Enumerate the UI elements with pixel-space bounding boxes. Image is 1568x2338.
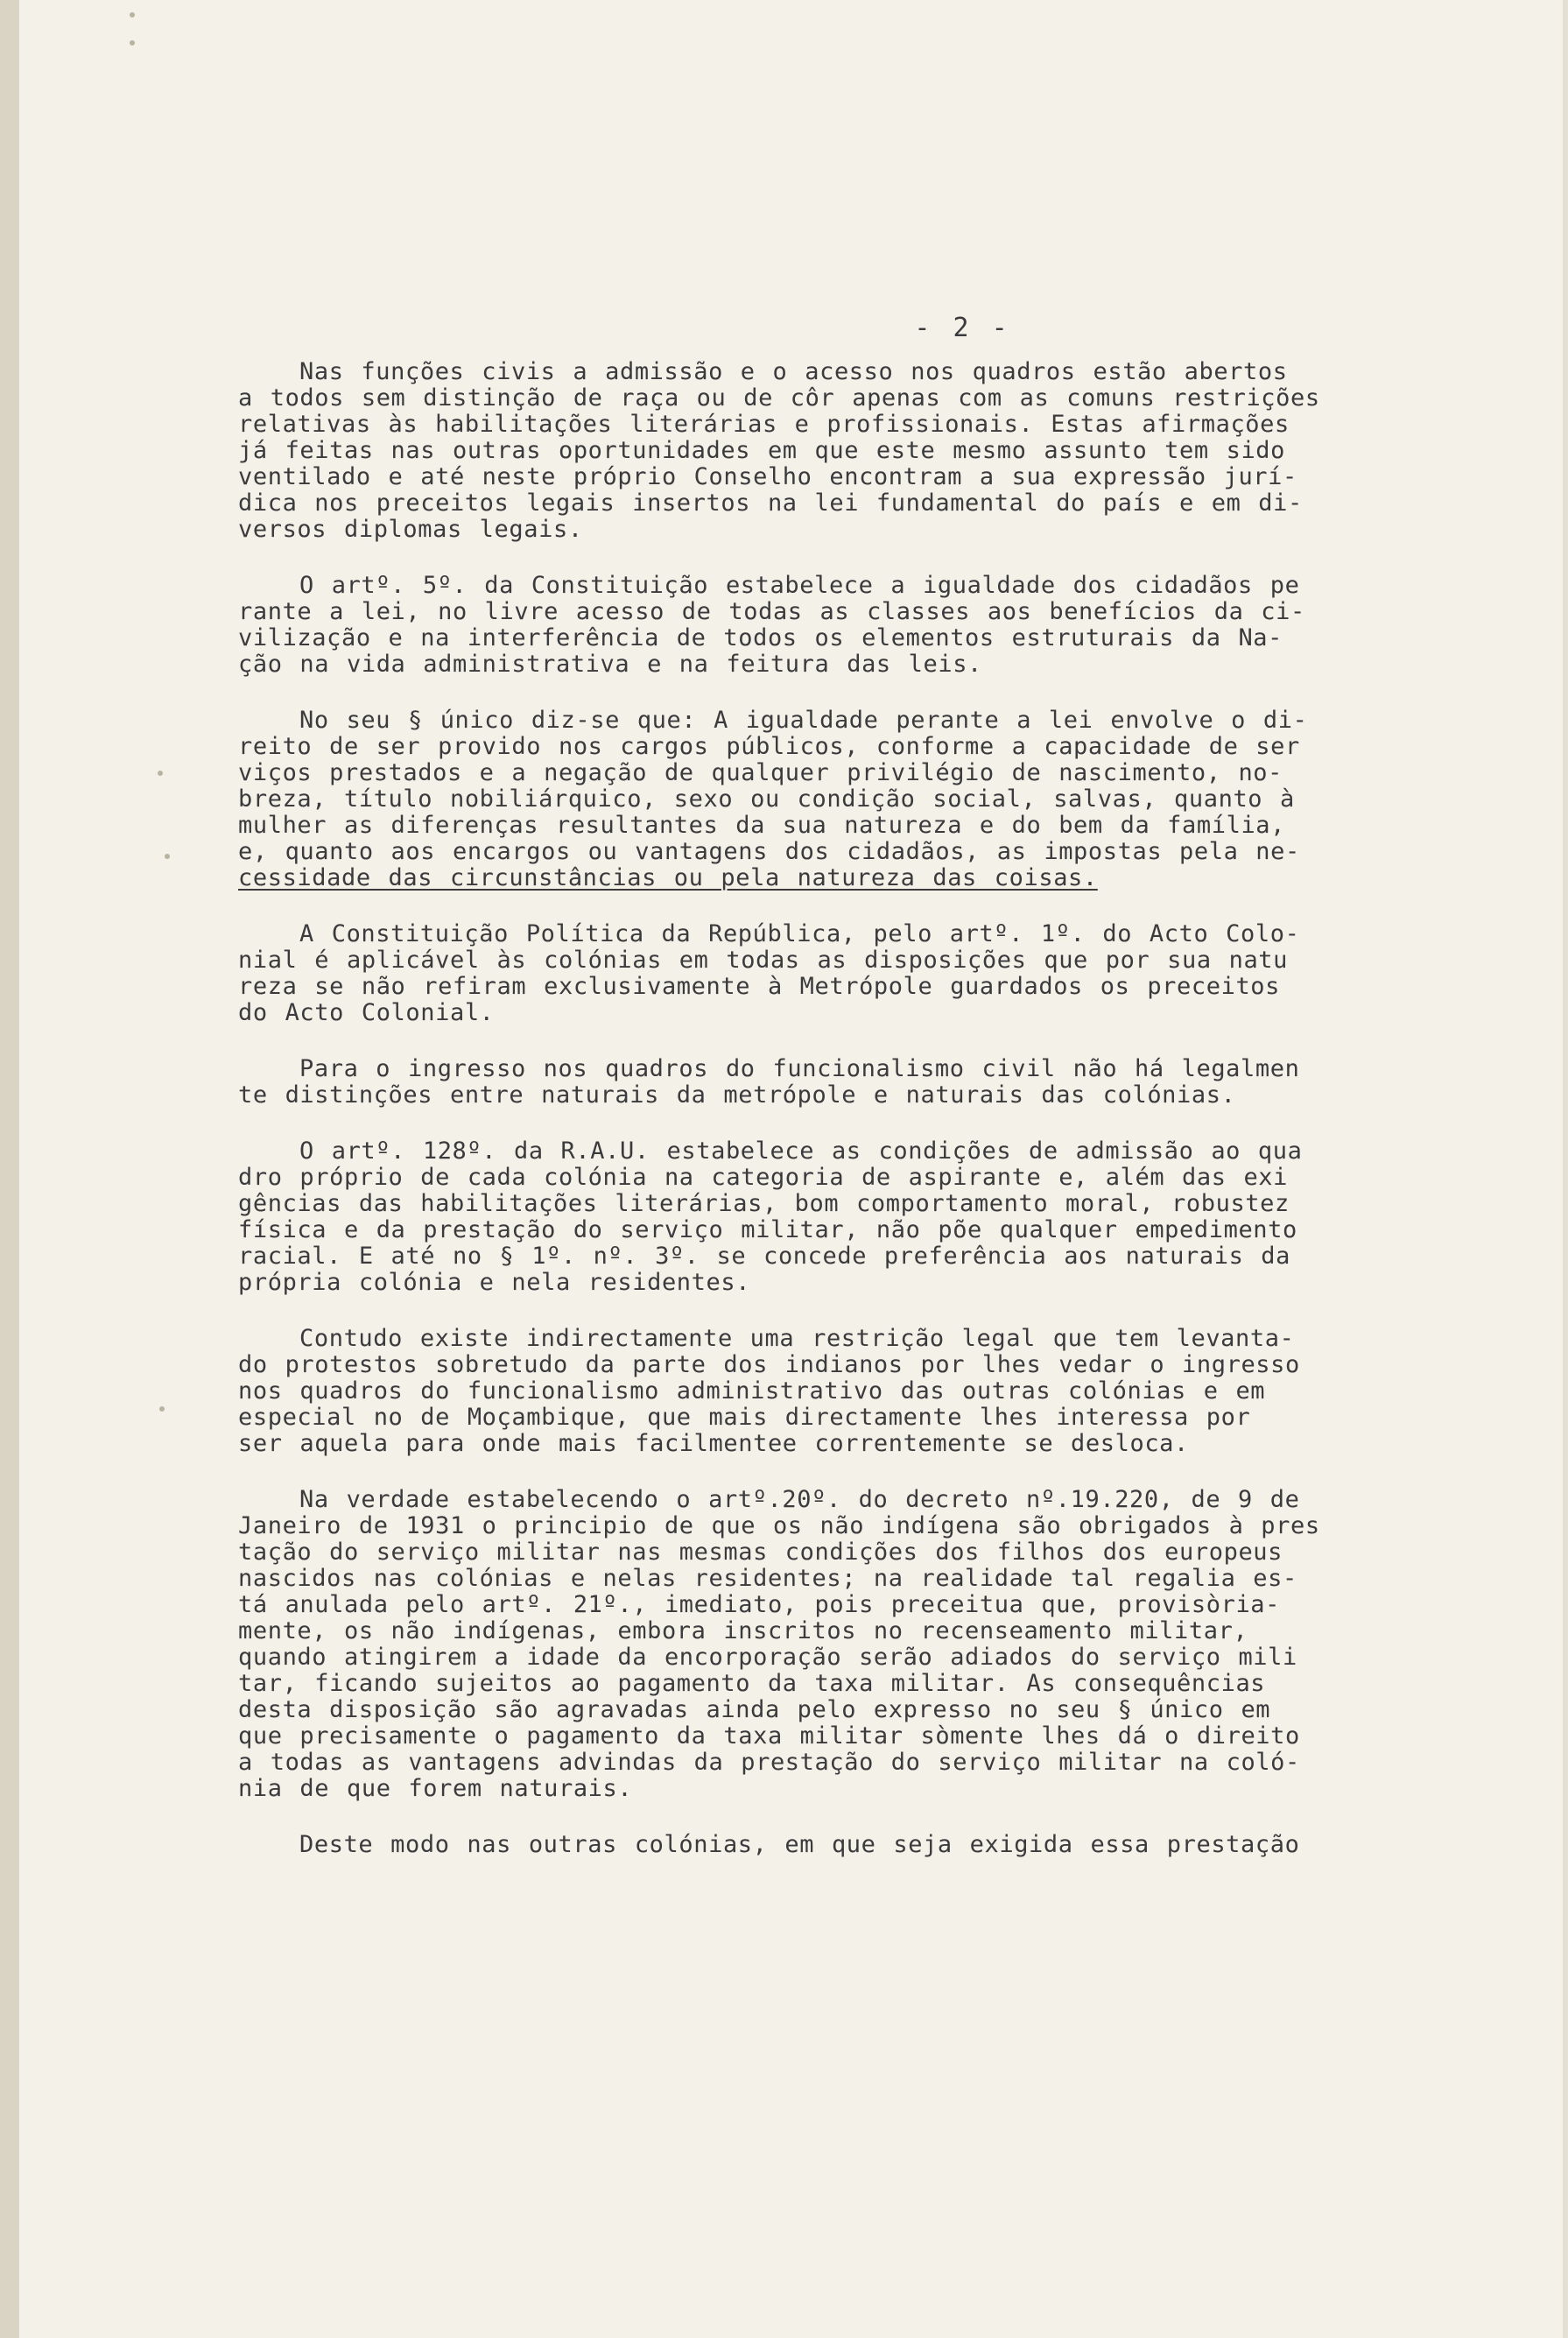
text-line: reza se não refiram exclusivamente à Metrópole guardados os preceitos [238,973,1281,1000]
text-line: a todos sem distinção de raça ou de côr apenas com as comuns restrições [238,384,1320,412]
text-line: rante a lei, no livre acesso de todas as classes aos benefícios da ci- [238,598,1305,625]
text-line: te distinções entre naturais da metrópole e naturais das colónias. [238,1081,1236,1109]
paper-speck [158,771,163,776]
paragraph-2 [238,573,1468,678]
paragraph-9 [238,1832,1468,1858]
text-line: ventilado e até neste próprio Conselho encontram a sua expressão jurí- [238,463,1297,490]
text-line: cessidade das circunstâncias ou pela natureza das coisas. [238,864,1098,891]
text-line: própria colónia e nela residentes. [238,1269,751,1296]
text-line: já feitas nas outras oportunidades em que este mesmo assunto tem sido [238,437,1286,464]
text-line: mente, os não indígenas, embora inscritos no recenseamento militar, [238,1617,1248,1644]
text-line: nia de que forem naturais. [238,1775,633,1802]
text-line: nial é aplicável às colónias em todas as disposições que por sua natu [238,947,1289,974]
text-line: quando atingirem a idade da encorporação serão adiados do serviço mili [238,1644,1297,1671]
paragraph-4 [238,921,1468,1026]
text-line: gências das habilitações literárias, bom comportamento moral, robustez [238,1190,1290,1217]
text-line: versos diplomas legais. [238,516,583,543]
paragraph-5 [238,1056,1468,1109]
text-line: O artº. 128º. da R.A.U. estabelece as condições de admissão ao qua [299,1137,1303,1165]
text-line: Janeiro de 1931 o principio de que os não indígena são obrigados à pres [238,1512,1320,1539]
text-line: física e da prestação do serviço militar, não põe qualquer empedimento [238,1216,1297,1243]
text-line: viços prestados e a negação de qualquer privilégio de nascimento, no- [238,759,1283,786]
text-line: a todas as vantagens advindas da prestação do serviço militar na coló- [238,1749,1300,1776]
page-number: - 2 - [914,313,1011,343]
text-line: desta disposição são agravadas ainda pelo expresso no seu § único em [238,1696,1271,1723]
text-line: ção na vida administrativa e na feitura das leis. [238,651,982,678]
paragraph-3 [238,708,1468,891]
paper-speck [165,854,170,859]
text-line: dica nos preceitos legais insertos na lei fundamental do país e em di- [238,489,1303,517]
text-line: breza, título nobiliárquico, sexo ou condição social, salvas, quanto à [238,785,1295,813]
typewritten-page [238,315,1468,1888]
text-line: do protestos sobretudo da parte dos indianos por lhes vedar o ingresso [238,1351,1300,1378]
paper-speck [130,12,135,18]
text-line: especial no de Moçambique, que mais directamente lhes interessa por [238,1404,1251,1431]
text-line: tação do serviço militar nas mesmas condições dos filhos dos europeus [238,1539,1283,1566]
text-line: que precisamente o pagamento da taxa militar sòmente lhes dá o direito [238,1722,1300,1750]
text-line: O artº. 5º. da Constituição estabelece a igualdade dos cidadãos pe [299,572,1300,599]
paragraph-8 [238,1487,1468,1802]
paragraph-6 [238,1138,1468,1296]
paragraph-7 [238,1326,1468,1457]
text-line: Para o ingresso nos quadros do funcionalismo civil não há legalmen [299,1055,1300,1082]
text-line: nascidos nas colónias e nelas residentes; na realidade tal regalia es- [238,1565,1297,1592]
text-line: nos quadros do funcionalismo administrativo das outras colónias e em [238,1377,1266,1405]
paper-speck [130,40,135,46]
text-line: racial. E até no § 1º. nº. 3º. se concede preferência aos naturais da [238,1243,1291,1270]
text-line: e, quanto aos encargos ou vantagens dos cidadãos, as impostas pela ne- [238,838,1300,865]
text-line: reito de ser provido nos cargos públicos, conforme a capacidade de ser [238,733,1300,760]
text-line: do Acto Colonial. [238,999,495,1026]
text-line: Nas funções civis a admissão e o acesso nos quadros estão abertos [299,358,1288,385]
text-line: Na verdade estabelecendo o artº.20º. do decreto nº.19.220, de 9 de [299,1486,1300,1513]
text-line: A Constituição Política da República, pelo artº. 1º. do Acto Colo- [299,920,1300,947]
text-line: tá anulada pelo artº. 21º., imediato, pois preceitua que, provisòria- [238,1591,1281,1618]
text-line: ser aquela para onde mais facilmentee correntemente se desloca. [238,1430,1189,1457]
text-line: relativas às habilitações literárias e profissionais. Estas afirmações [238,411,1290,438]
text-line: mulher as diferenças resultantes da sua natureza e do bem da família, [238,812,1286,839]
text-line: Deste modo nas outras colónias, em que seja exigida essa prestação [299,1831,1300,1858]
paper-speck [159,1406,165,1412]
text-line: Contudo existe indirectamente uma restrição legal que tem levanta- [299,1325,1295,1352]
paragraph-1 [238,359,1468,543]
text-line: tar, ficando sujeitos ao pagamento da taxa militar. As consequências [238,1670,1266,1697]
text-line: dro próprio de cada colónia na categoria de aspirante e, além das exi [238,1164,1289,1191]
text-line: vilização e na interferência de todos os elementos estruturais da Na- [238,624,1283,651]
text-line: No seu § único diz-se que: A igualdade perante a lei envolve o di- [299,707,1308,734]
